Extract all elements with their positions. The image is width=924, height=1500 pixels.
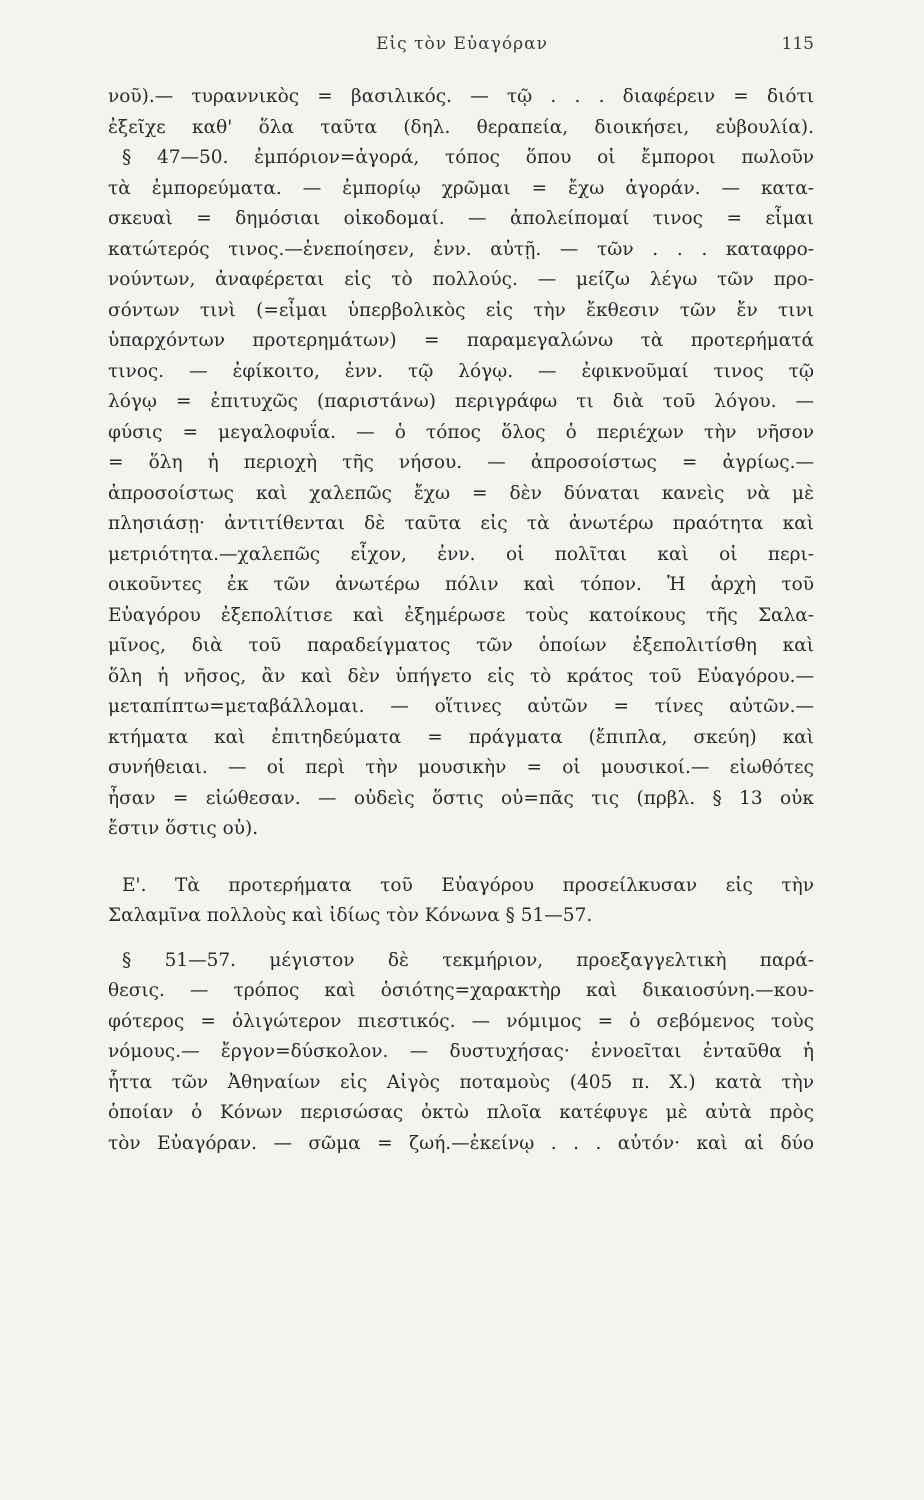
text-line: φότερος = ὀλιγώτερον πιεστικός. — νόμιμος = ὁ σεβόμενος τοὺς (108, 1010, 814, 1032)
text-line: = ὅλη ἡ περιοχὴ τῆς νήσου. — ἀπροσοίστως = ἀγρίως.— (108, 452, 814, 473)
section-heading-line: Ε'. Τὰ προτερήματα τοῦ Εὐαγόρου προσείλκυσαν εἰς τὴν (122, 874, 814, 896)
running-head: Εἰς τὸν Εὐαγόραν (376, 34, 548, 54)
text-line: τὸν Εὐαγόραν. — σῶμα = ζωή.—ἐκείνῳ . . . αὐτόν· καὶ αἱ δύο (108, 1132, 814, 1154)
text-line: νόμους.— ἔργον=δύσκολον. — δυστυχήσας· ἐννοεῖται ἐνταῦθα ἡ (108, 1041, 814, 1062)
page-number: 115 (781, 34, 814, 54)
text-line: νοῦ).— τυραννικὸς = βασιλικός. — τῷ . . . διαφέρειν = διότι (108, 86, 814, 107)
text-line: σκευαὶ = δημόσιαι οἰκοδομαί. — ἀπολείπομαί τινος = εἶμαι (108, 208, 814, 229)
text-line: τὰ ἐμπορεύματα. — ἐμπορίῳ χρῶμαι = ἔχω ἀγοράν. — κατα- (108, 177, 814, 199)
text-line: θεσις. — τρόπος καὶ ὁσιότης=χαρακτὴρ καὶ δικαιοσύνη.—κου- (108, 980, 814, 1001)
text-line: φύσις = μεγαλοφυΐα. — ὁ τόπος ὅλος ὁ περιέχων τὴν νῆσον (108, 421, 814, 443)
text-line: ὑπαρχόντων προτερημάτων) = παραμεγαλώνω τὰ προτερήματά (108, 330, 814, 351)
page-text (108, 82, 814, 1159)
text-line: σόντων τινὶ (=εἶμαι ὑπερβολικὸς εἰς τὴν ἔκθεσιν τῶν ἔν τινι (108, 299, 814, 321)
text-line: νούντων, ἀναφέρεται εἰς τὸ πολλούς. — μείζω λέγω τῶν προ- (108, 269, 814, 290)
text-line: μεταπίπτω=μεταβάλλομαι. — οἵτινες αὐτῶν = τίνες αὐτῶν.— (108, 696, 814, 717)
text-line: ἀπροσοίστως καὶ χαλεπῶς ἔχω = δὲν δύναται κανεὶς νὰ μὲ (108, 482, 814, 504)
text-line: κτήματα καὶ ἐπιτηδεύματα = πράγματα (ἔπιπλα, σκεύη) καὶ (108, 726, 814, 748)
text-line: μῖνος, διὰ τοῦ παραδείγματος τῶν ὁποίων ἐξεπολιτίσθη καὶ (108, 635, 814, 656)
text-line: ὁποίαν ὁ Κόνων περισώσας ὀκτὼ πλοῖα κατέφυγε μὲ αὐτὰ πρὸς (108, 1102, 814, 1123)
text-line: § 47—50. ἐμπόριον=ἀγορά, τόπος ὅπου οἱ ἔμποροι πωλοῦν (122, 147, 814, 168)
text-line: μετριότητα.—χαλεπῶς εἶχον, ἐνν. οἱ πολῖται καὶ οἱ περι- (108, 543, 814, 565)
text-line: πλησιάσῃ· ἀντιτίθενται δὲ ταῦτα εἰς τὰ ἀνωτέρω πραότητα καὶ (108, 513, 814, 534)
text-line: ἔστιν ὅστις οὐ). (108, 818, 259, 839)
text-line: ἦσαν = εἰώθεσαν. — οὐδεὶς ὅστις οὐ=πᾶς τις (πρβλ. § 13 οὐκ (108, 787, 814, 809)
text-line: Εὐαγόρου ἐξεπολίτισε καὶ ἐξημέρωσε τοὺς κατοίκους τῆς Σαλα- (108, 604, 814, 626)
page-header (110, 34, 814, 64)
text-line: οικοῦντες ἐκ τῶν ἀνωτέρω πόλιν καὶ τόπον. Ἡ ἀρχὴ τοῦ (108, 574, 814, 595)
text-line: λόγῳ = ἐπιτυχῶς (παριστάνω) περιγράφω τι διὰ τοῦ λόγου. — (108, 391, 814, 412)
text-line: ἐξεῖχε καθ' ὅλα ταῦτα (δηλ. θεραπεία, διοικήσει, εὐβουλία). (108, 116, 814, 138)
text-line: ὅλη ἡ νῆσος, ἂν καὶ δὲν ὑπήγετο εἰς τὸ κράτος τοῦ Εὐαγόρου.— (108, 665, 814, 687)
section-heading-line: Σαλαμῖνα πολλοὺς καὶ ἰδίως τὸν Κόνωνα § 51—57. (108, 905, 593, 926)
text-line: συνήθειαι. — οἱ περὶ τὴν μουσικὴν = οἱ μουσικοί.— εἰωθότες (108, 757, 814, 778)
text-line: τινος. — ἐφίκοιτο, ἐνν. τῷ λόγῳ. — ἐφικνοῦμαί τινος τῷ (108, 360, 814, 382)
text-line: § 51—57. μέγιστον δὲ τεκμήριον, προεξαγγελτικὴ παρά- (122, 949, 814, 971)
text-line: κατώτερός τινος.—ἐνεποίησεν, ἐνν. αὐτῇ. — τῶν . . . καταφρο- (108, 238, 814, 260)
text-line: ἧττα τῶν Ἀθηναίων εἰς Αἰγὸς ποταμοὺς (405 π. Χ.) κατὰ τὴν (108, 1071, 814, 1093)
